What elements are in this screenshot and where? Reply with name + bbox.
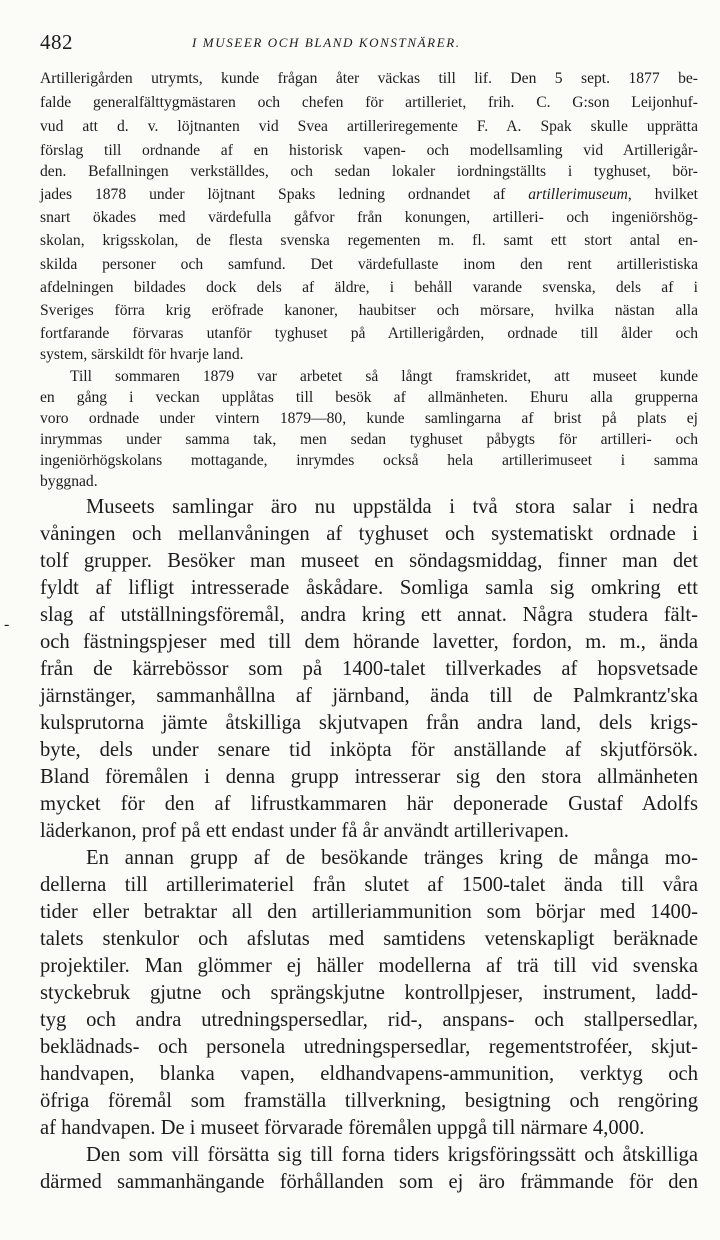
margin-mark: - [4,616,10,633]
text-line: och fästningspjeser med till dem hörande lavetter, fordon, m. m., ända [40,631,698,653]
text-line: talets stenkulor och afslutas med samtidens vetenskapligt beräknade [40,928,698,950]
text-line: skolan, krigsskolan, de flesta svenska regementen m. fl. samt ett stort antal en- [40,232,698,249]
text-line: tider eller betraktar all den artilleriammunition som börjar med 1400- [40,901,698,923]
italic-term: artillerimuseum [528,186,628,203]
text-line: slag af utställningsföremål, andra kring ett annat. Några studera fält- [40,604,698,626]
text-line: öfriga föremål som framställa tillverkning, besigtning och rengöring [40,1090,698,1112]
text-line: den. Befallningen verkställdes, och sedan lokaler iordningställts i tyghuset, bör- [40,163,698,180]
text-line: Bland föremålen i denna grupp intresserar sig den stora allmänheten [40,766,698,788]
text-line: beklädnads- och personela utredningspersedlar, regementstroféer, skjut- [40,1036,698,1058]
page-number: 482 [40,30,73,54]
text-line: därmed sammanhängande förhållanden som ej äro främmande för den [40,1171,698,1193]
text-line: ingeniörhögskolans mottagande, inrymdes också hela artillerimuseet i samma [40,452,698,469]
text-line: läderkanon, prof på ett endast under få år användt artillerivapen. [40,820,569,842]
text-line: handvapen, blanka vapen, eldhandvapens-ammunition, verktyg och [40,1063,698,1085]
text-line: Till sommaren 1879 var arbetet så långt framskridet, att museet kunde [70,368,698,385]
text-line: dellerna till artillerimateriel från slutet af 1500-talet ända till våra [40,874,698,896]
text-segment: , hvilket [627,186,699,203]
text-line: fyldt af lifligt intresserade åskådare. Somliga samla sig omkring ett [40,577,698,599]
text-line: från de kärrebössor som på 1400-talet tillverkades af hopsvetsade [40,658,698,680]
text-line: afdelningen bildades dock dels af äldre, i behåll varande svenska, dels af i [40,279,698,296]
text-line: fortfarande förvaras utanför tyghuset på Artillerigården, ordnade till ålder och [40,325,698,342]
text-line: af handvapen. De i museet förvarade föremålen uppgå till närmare 4,000. [40,1117,645,1139]
text-line: Artillerigården utrymts, kunde frågan åter väckas till lif. Den 5 sept. 1877 be- [40,70,698,87]
text-line: tyg och andra utredningspersedlar, rid-, anspans- och stallpersedlar, [40,1009,698,1031]
text-line: tolf grupper. Besöker man museet en söndagsmiddag, finner man det [40,550,698,572]
text-line: inrymmas under samma tak, men sedan tyghuset påbygts för artilleri- och [40,431,698,448]
text-line-with-italic [40,186,698,204]
page-header [40,30,700,60]
text-line: byggnad. [40,473,98,490]
text-line: snart ökades med värdefulla gåfvor från konungen, artilleri- och ingeniörshög- [40,209,698,226]
running-head: I MUSEER OCH BLAND KONSTNÄRER. [192,35,461,50]
text-line: våningen och mellanvåningen af tyghuset och systematiskt ordnade i [40,523,698,545]
text-line: En annan grupp af de besökande tränges kring de många mo- [86,847,698,869]
text-line: Museets samlingar äro nu uppstälda i två stora salar i nedra [86,496,698,518]
text-segment: jades 1878 under löjtnant Spaks ledning ordnandet af [40,186,529,203]
text-line: Sveriges förra krig eröfrade kanoner, haubitser och mörsare, hvilka nästan alla [40,302,698,319]
text-line: förslag till ordnande af en historisk vapen- och modellsamling vid Artillerigår- [40,142,698,159]
text-line: Den som vill försätta sig till forna tiders krigsföringssätt och åtskilliga [86,1144,698,1166]
text-line: kulsprutorna jämte åtskilliga skjutvapen från andra land, dels krigs- [40,712,698,734]
text-line: mycket för den af lifrustkammaren här deponerade Gustaf Adolfs [40,793,698,815]
text-line: skilda personer och samfund. Det värdefullaste inom den rent artilleristiska [40,256,698,273]
text-line: system, särskildt för hvarje land. [40,346,244,363]
text-line: falde generalfälttygmästaren och chefen för artilleriet, frih. C. G:son Leijonhuf- [40,94,698,111]
text-line: voro ordnade under vintern 1879—80, kunde samlingarna af brist på plats ej [40,410,698,427]
text-line: styckebruk gjutne och sprängskjutne kontrollpjeser, instrument, ladd- [40,982,698,1004]
text-line: byte, dels under senare tid inköpta för anställande af skjutförsök. [40,739,698,761]
text-line: projektiler. Man glömmer ej häller modellerna af trä till vid svenska [40,955,698,977]
text-line: järnstänger, sammanhållna af järnband, ända till de Palmkrantz'ska [40,685,698,707]
text-line: vud att d. v. löjtnanten vid Svea artilleriregemente F. A. Spak skulle upprätta [40,118,698,135]
text-line: en gång i veckan upplåtas till besök af allmänheten. Ehuru alla grupperna [40,389,698,406]
